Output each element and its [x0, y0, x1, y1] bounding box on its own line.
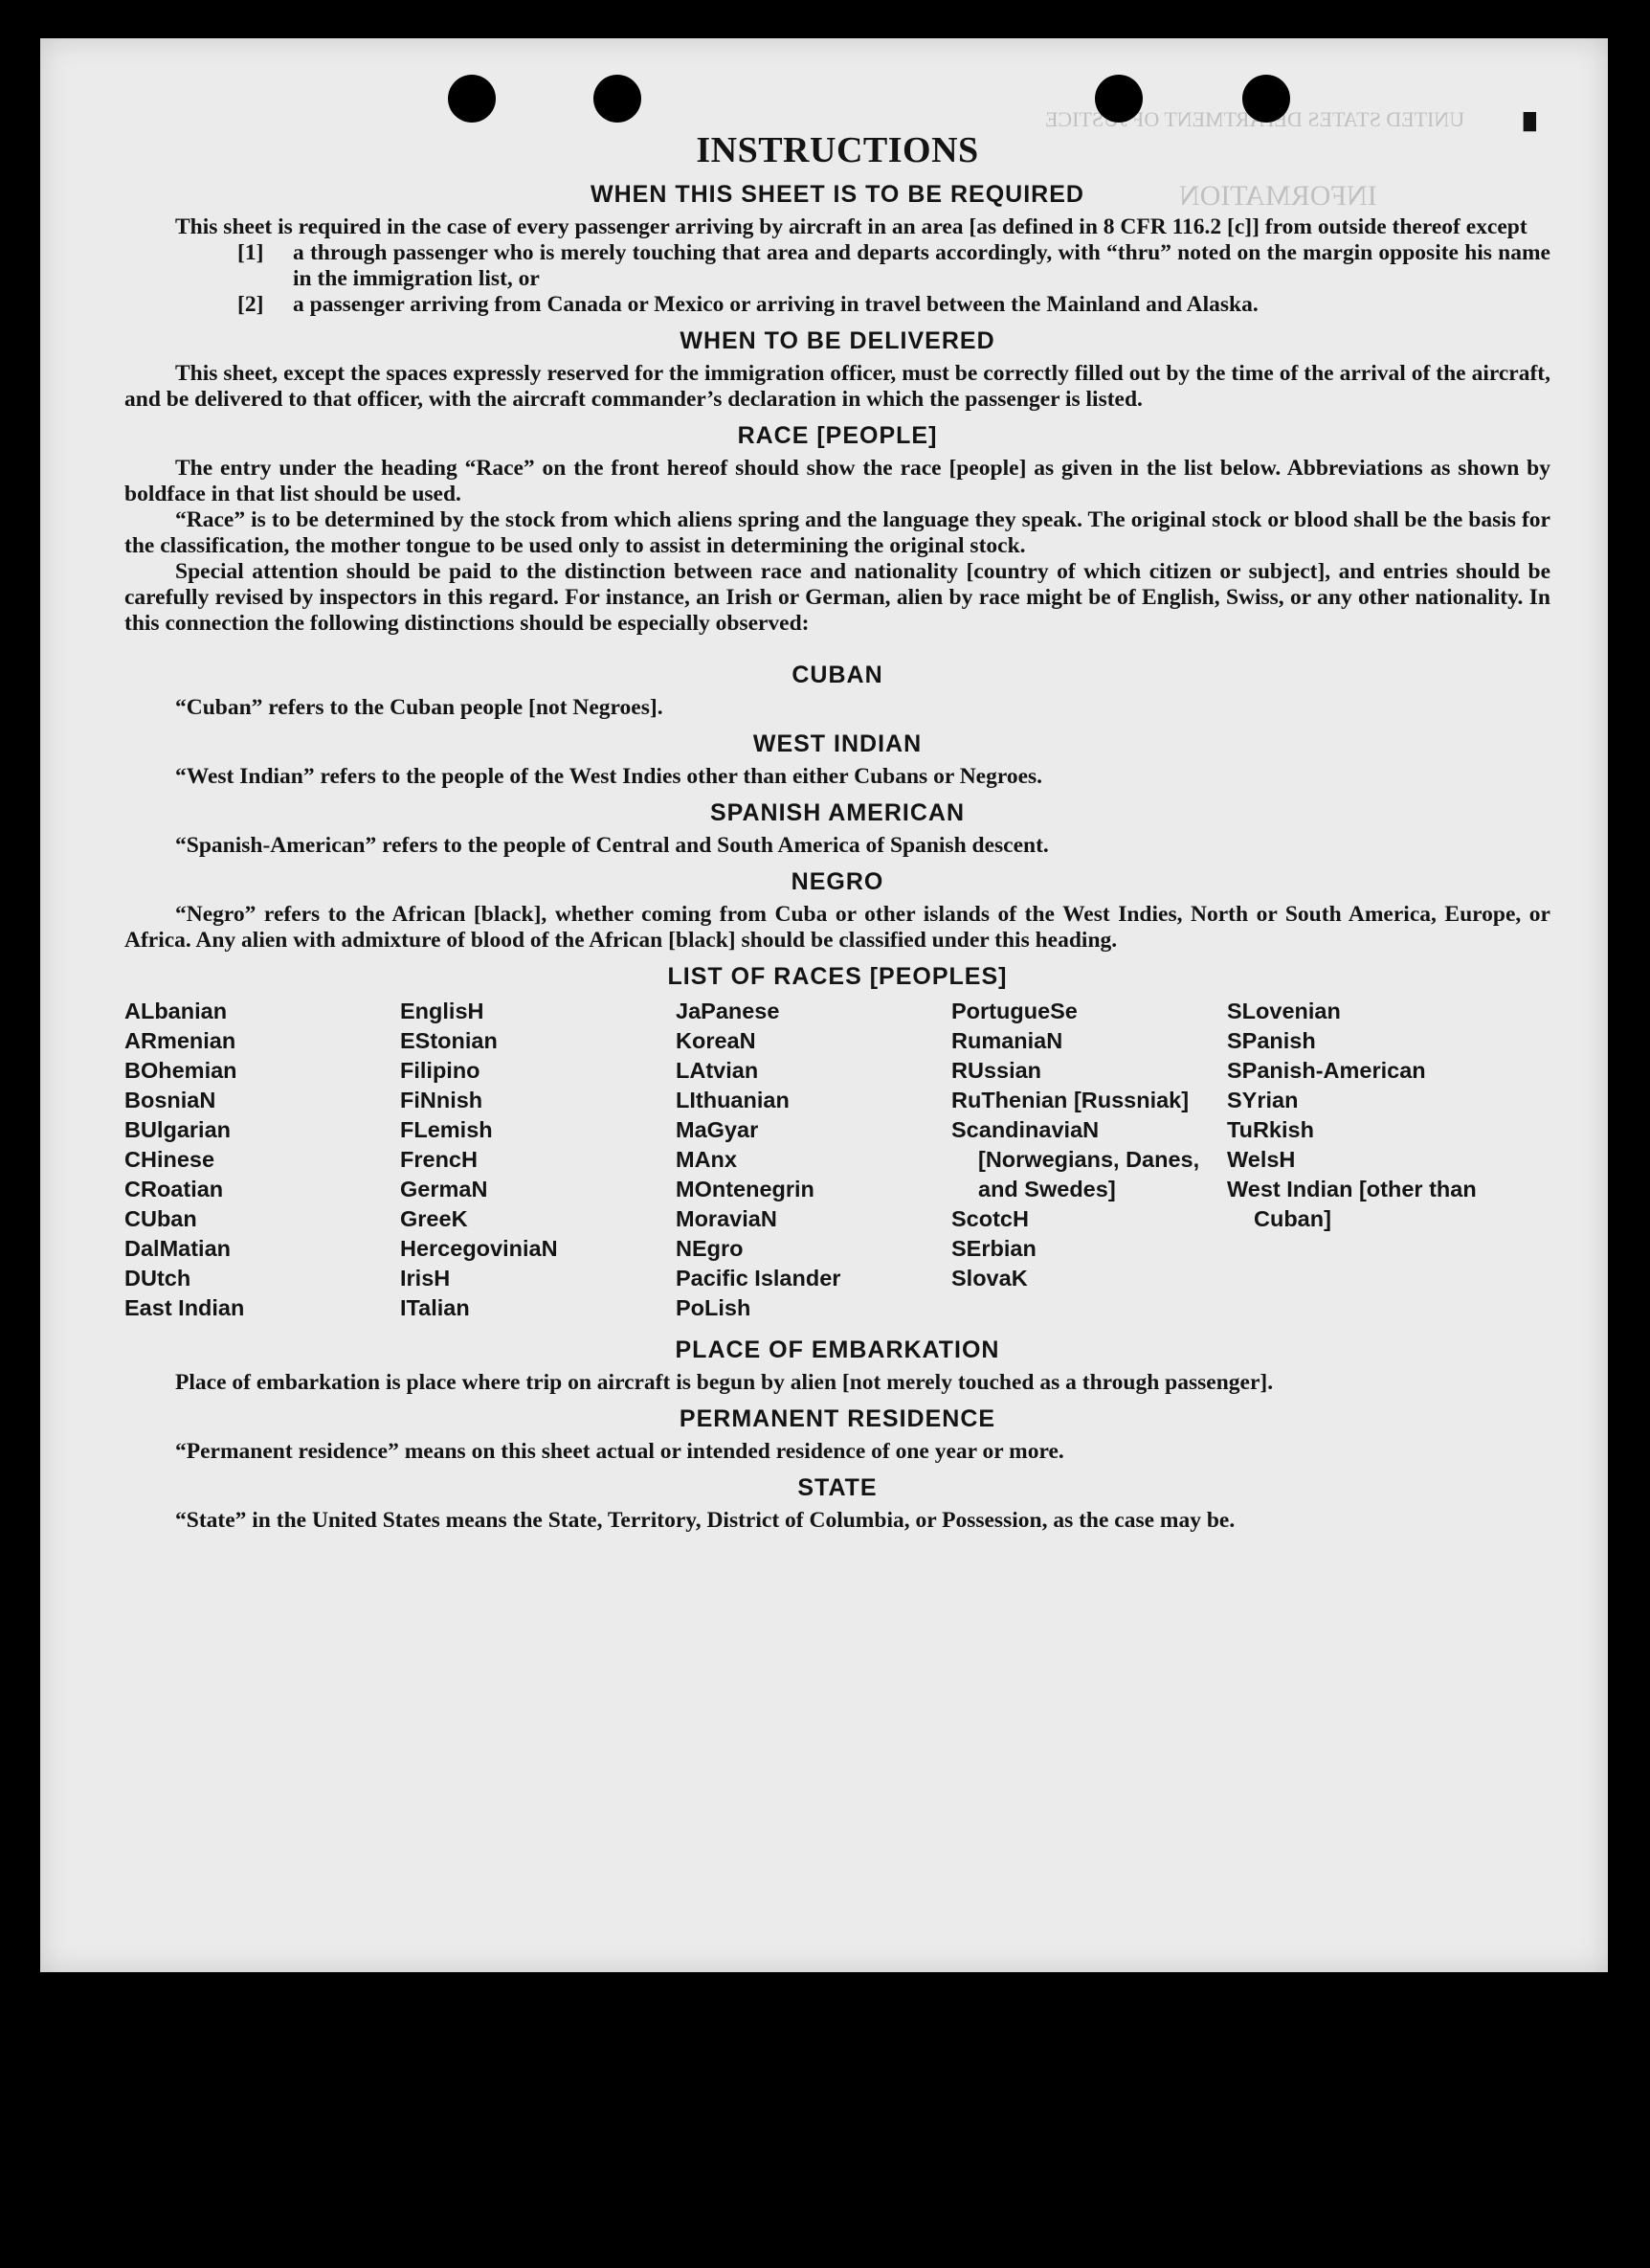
section-heading: LIST OF RACES [PEOPLES] — [667, 963, 1008, 990]
race-column — [951, 997, 1227, 1323]
race-item: LIthuanian — [676, 1088, 790, 1112]
section-heading: PLACE OF EMBARKATION — [675, 1336, 1000, 1363]
paragraph: “Cuban” refers to the Cuban people [not Negroes]. — [175, 695, 663, 720]
race-item: EnglisH — [400, 999, 484, 1023]
race-item: SPanish-American — [1227, 1058, 1426, 1083]
race-item: KoreaN — [676, 1028, 756, 1053]
paragraph: “Spanish-American” refers to the people of Central and South America of Spanish descent. — [175, 833, 1049, 858]
paragraph: This sheet is required in the case of every passenger arriving by aircraft in an area [as defined in 8 CFR 116.2 [c]] from outside thereof except — [175, 214, 1527, 239]
item-number: [2] — [237, 292, 264, 317]
race-item: WelsH — [1227, 1147, 1296, 1172]
bleed-through-text: INFORMATION — [1179, 180, 1377, 212]
list-item — [237, 240, 1550, 292]
instructions-content — [124, 129, 1550, 1534]
race-item: IrisH — [400, 1266, 451, 1291]
race-column — [1227, 997, 1503, 1323]
punch-hole — [448, 75, 496, 123]
paragraph: Special attention should be paid to the distinction between race and nationality [country of which citizen or subject], and entries should be carefully revised by inspectors in this regard. For instance, an Irish or German, alien by race might be of English, Swiss, or any other nationality. In this connection the following distinctions should be especially observed: — [124, 559, 1550, 636]
race-item: FrencH — [400, 1147, 478, 1172]
section-heading: SPANISH AMERICAN — [709, 799, 965, 826]
paragraph: “Permanent residence” means on this sheet actual or intended residence of one year or more. — [175, 1439, 1064, 1464]
paragraph: “West Indian” refers to the people of the West Indies other than either Cubans or Negroes. — [175, 764, 1043, 789]
race-column — [676, 997, 951, 1323]
race-item: FLemish — [400, 1117, 493, 1142]
race-item: ALbanian — [124, 999, 228, 1023]
list-item — [237, 292, 1550, 318]
race-item: NEgro — [676, 1236, 744, 1261]
race-item: CUban — [124, 1206, 197, 1231]
race-column — [124, 997, 400, 1323]
ink-mark: ▘ — [1524, 115, 1550, 150]
race-item: BUlgarian — [124, 1117, 231, 1142]
item-text: a passenger arriving from Canada or Mexico or arriving in travel between the Mainland and Alaska. — [293, 292, 1259, 317]
race-item: MAnx — [676, 1147, 737, 1172]
race-item: ARmenian — [124, 1028, 236, 1053]
punch-hole — [593, 75, 641, 123]
section-heading: PERMANENT RESIDENCE — [679, 1405, 996, 1432]
race-item: EStonian — [400, 1028, 498, 1053]
section-heading: NEGRO — [791, 868, 884, 895]
race-item: RuThenian [Russniak] — [951, 1088, 1190, 1112]
race-item: PortugueSe — [951, 999, 1078, 1023]
race-item: East Indian — [124, 1295, 245, 1320]
section-heading: WEST INDIAN — [752, 730, 923, 757]
section-heading: CUBAN — [792, 662, 883, 688]
race-item: CRoatian — [124, 1177, 224, 1201]
race-item: West Indian [other than Cuban] — [1227, 1177, 1477, 1231]
race-item: ScotcH — [951, 1206, 1029, 1231]
race-item: TuRkish — [1227, 1117, 1314, 1142]
race-item: GreeK — [400, 1206, 468, 1231]
bleed-through-text: UNITED STATES DEPARTMENT OF JUSTICE — [1045, 107, 1465, 131]
race-item: ITalian — [400, 1295, 470, 1320]
race-item: SlovaK — [951, 1266, 1028, 1291]
paragraph: This sheet, except the spaces expressly reserved for the immigration officer, must be correctly filled out by the time of the arrival of the aircraft, and be delivered to that officer, with the aircraft commander’s declaration in which the passenger is listed. — [124, 361, 1550, 412]
race-item: DalMatian — [124, 1236, 231, 1261]
race-item: CHinese — [124, 1147, 215, 1172]
section-heading: WHEN TO BE DELIVERED — [680, 327, 995, 354]
race-item: BosniaN — [124, 1088, 216, 1112]
race-item: FiNnish — [400, 1088, 483, 1112]
page-title: INSTRUCTIONS — [696, 130, 979, 170]
paragraph: The entry under the heading “Race” on the front hereof should show the race [people] as given in the list below. Abbreviations as shown by boldface in that list should be used. — [124, 456, 1550, 506]
item-text: a through passenger who is merely touching that area and departs accordingly, with “thru” noted on the margin opposite his name in the immigration list, or — [293, 240, 1550, 291]
race-item: LAtvian — [676, 1058, 759, 1083]
race-item: MoraviaN — [676, 1206, 777, 1231]
paragraph: “State” in the United States means the State, Territory, District of Columbia, or Possession, as the case may be. — [175, 1508, 1236, 1533]
race-item: SPanish — [1227, 1028, 1316, 1053]
race-item: Pacific Islander — [676, 1266, 841, 1291]
race-item: RUssian — [951, 1058, 1042, 1083]
race-item: DUtch — [124, 1266, 191, 1291]
paragraph: “Negro” refers to the African [black], whether coming from Cuba or other islands of the West Indies, North or South America, Europe, or Africa. Any alien with admixture of blood of the African [black] should be classified under this heading. — [124, 902, 1550, 953]
race-column — [400, 997, 676, 1323]
race-item: Filipino — [400, 1058, 480, 1083]
race-item: MaGyar — [676, 1117, 759, 1142]
section-heading: RACE [PEOPLE] — [737, 422, 938, 449]
race-item: PoLish — [676, 1295, 751, 1320]
race-item: RumaniaN — [951, 1028, 1063, 1053]
item-number: [1] — [237, 240, 264, 265]
race-list — [124, 997, 1550, 1323]
race-item: ScandinaviaN [Norwegians, Danes, and Swedes] — [951, 1117, 1200, 1201]
race-item: HercegoviniaN — [400, 1236, 558, 1261]
section-heading: STATE — [797, 1474, 878, 1501]
paragraph: “Race” is to be determined by the stock from which aliens spring and the language they speak. The original stock or blood shall be the basis for the classification, the mother tongue to be used only to assist in determining the original stock. — [124, 507, 1550, 558]
race-item: BOhemian — [124, 1058, 237, 1083]
section-heading: WHEN THIS SHEET IS TO BE REQUIRED — [591, 181, 1084, 208]
paragraph: Place of embarkation is place where trip on aircraft is begun by alien [not merely touched as a through passenger]. — [175, 1370, 1274, 1395]
race-item: JaPanese — [676, 999, 780, 1023]
document-sheet — [40, 38, 1608, 1972]
race-item: SLovenian — [1227, 999, 1341, 1023]
race-item: MOntenegrin — [676, 1177, 814, 1201]
race-item: SYrian — [1227, 1088, 1299, 1112]
race-item: SErbian — [951, 1236, 1037, 1261]
race-item: GermaN — [400, 1177, 488, 1201]
